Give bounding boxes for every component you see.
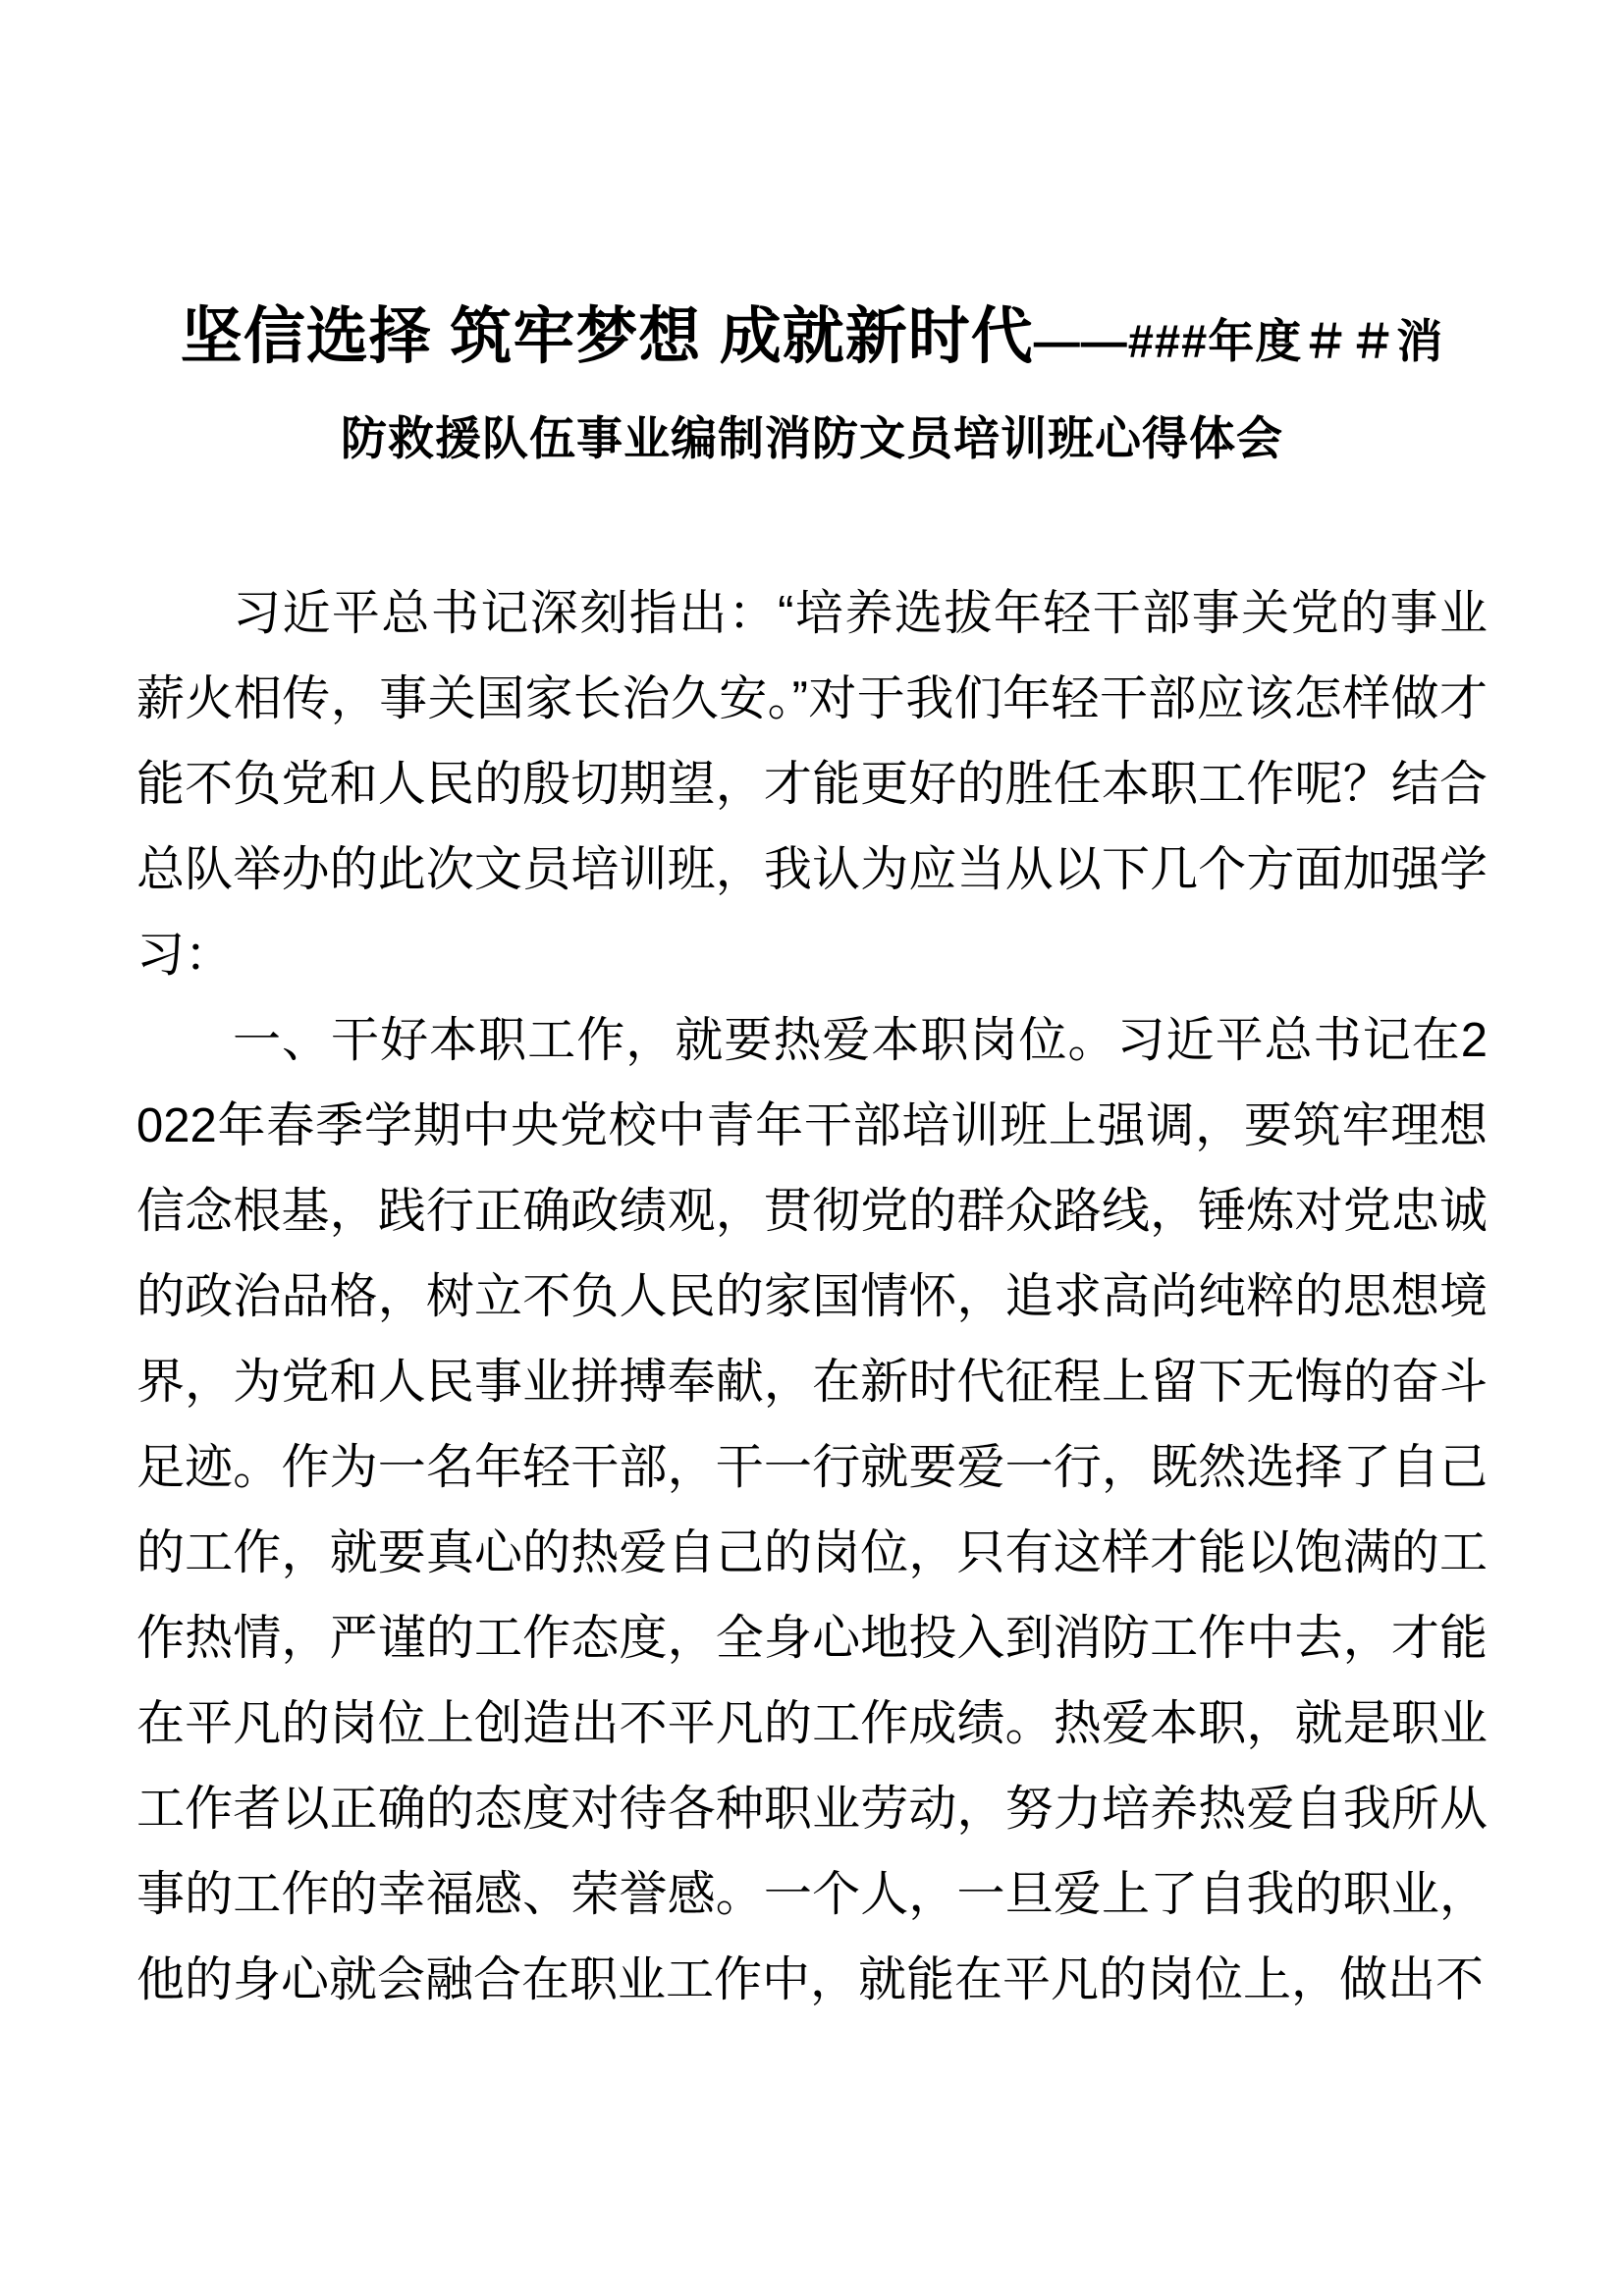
document-title — [136, 291, 1488, 485]
document-body — [136, 571, 1488, 2023]
paragraph-section-one: 一、干好本职工作，就要热爱本职岗位。习近平总书记在2022年春季学期中央党校中青年干部培训班上强调，要筑牢理想信念根基，践行正确政绩观，贯彻党的群众路线，锤炼对党忠诚的政治品格，树立不负人民的家国情怀，追求高尚纯粹的思想境界，为党和人民事业拼搏奉献，在新时代征程上留下无悔的奋斗足迹。作为一名年轻干部，干一行就要爱一行，既然选择了自己的工作，就要真心的热爱自己的岗位，只有这样才能以饱满的工作热情，严谨的工作态度，全身心地投入到消防工作中去，才能在平凡的岗位上创造出不平凡的工作成绩。热爱本职，就是职业工作者以正确的态度对待各种职业劳动，努力培养热爱自我所从事的工作的幸福感、荣誉感。一个人，一旦爱上了自我的职业，他的身心就会融合在职业工作中，就能在平凡的岗位上，做出不 — [136, 1014, 1488, 2006]
title-line-1-main-text: 坚信选择 筑牢梦想 成就新时代 — [180, 302, 1034, 371]
title-line-1-suffix-text: ——###年度＃＃消 — [1033, 315, 1444, 367]
title-line-1 — [136, 291, 1488, 393]
title-line-2: 防救援队伍事业编制消防文员培训班心得体会 — [341, 412, 1283, 464]
paragraph-intro: 习近平总书记深刻指出：“培养选拔年轻干部事关党的事业薪火相传，事关国家长治久安。”对于我们年轻干部应该怎样做才能不负党和人民的殷切期望，才能更好的胜任本职工作呢？结合总队举办的此次文员培训班，我认为应当从以下几个方面加强学习： — [136, 587, 1488, 982]
